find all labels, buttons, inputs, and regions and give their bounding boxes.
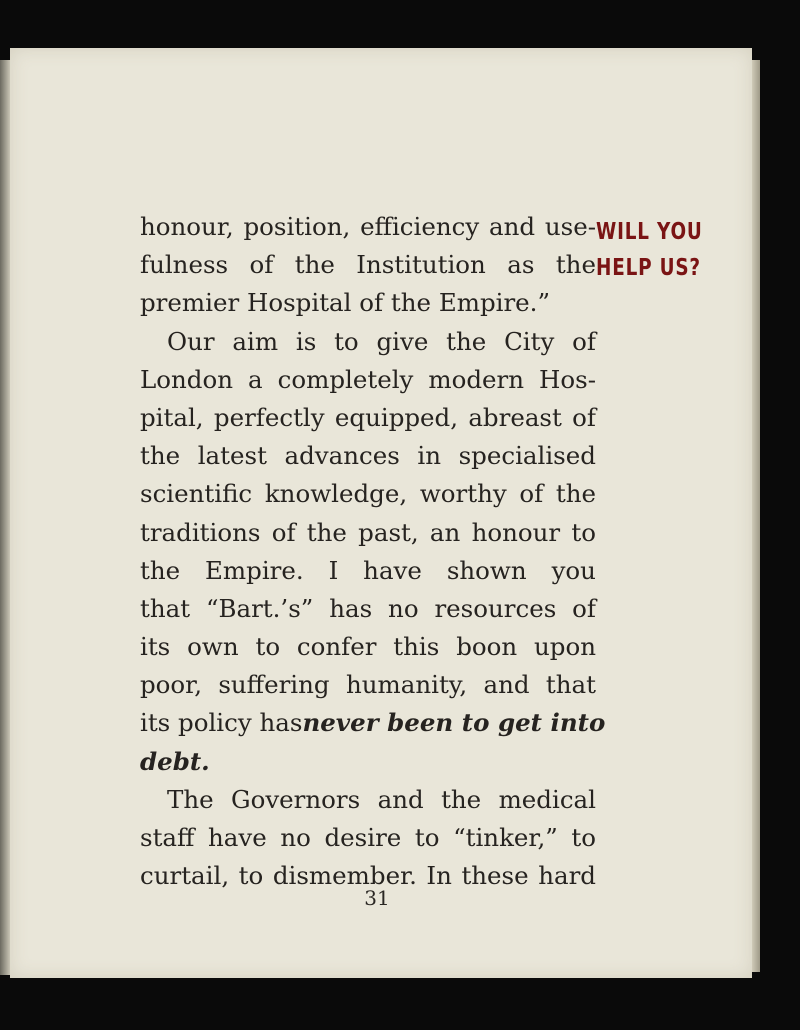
text-line: scientific knowledge, worthy of the — [140, 479, 596, 509]
text-line: staff have no desire to “tinker,” to — [140, 823, 596, 852]
text-line: London a completely modern Hos- — [140, 364, 596, 394]
paragraph-start-line: The Governors and the medical — [167, 784, 596, 814]
text-line: the latest advances in specialised — [140, 441, 596, 471]
text-line: pital, perfectly equipped, abreast of — [140, 402, 596, 432]
text-line: premier Hospital of the Empire.” — [140, 288, 550, 318]
text-line: poor, suffering humanity, and that — [140, 670, 596, 700]
body-text — [140, 208, 606, 895]
text-line: curtail, to dismember. In these hard — [140, 861, 596, 891]
text-line: its own to confer this boon upon — [140, 632, 596, 662]
margin-note-line: WILL YOU — [596, 219, 703, 245]
text-line: honour, position, efficiency and use- — [140, 212, 596, 241]
italic-emphasis: never been to get into — [302, 708, 606, 738]
margin-note — [596, 214, 703, 286]
text-line-mixed — [140, 704, 606, 742]
text-line: that “Bart.’s” has no resources of — [140, 593, 596, 623]
page-stack-edge — [752, 60, 760, 972]
paragraph-start-line: Our aim is to give the City of — [167, 326, 596, 356]
page-number: 31 — [364, 886, 390, 910]
text-line: traditions of the past, an honour to — [140, 517, 596, 547]
book-gutter — [0, 60, 10, 975]
margin-note-line: HELP US? — [596, 255, 701, 281]
italic-emphasis-line: debt. — [140, 746, 210, 776]
text-line: fulness of the Institution as the — [140, 250, 596, 280]
text-span: its policy has — [140, 708, 303, 738]
text-line: the Empire. I have shown you — [140, 555, 596, 585]
